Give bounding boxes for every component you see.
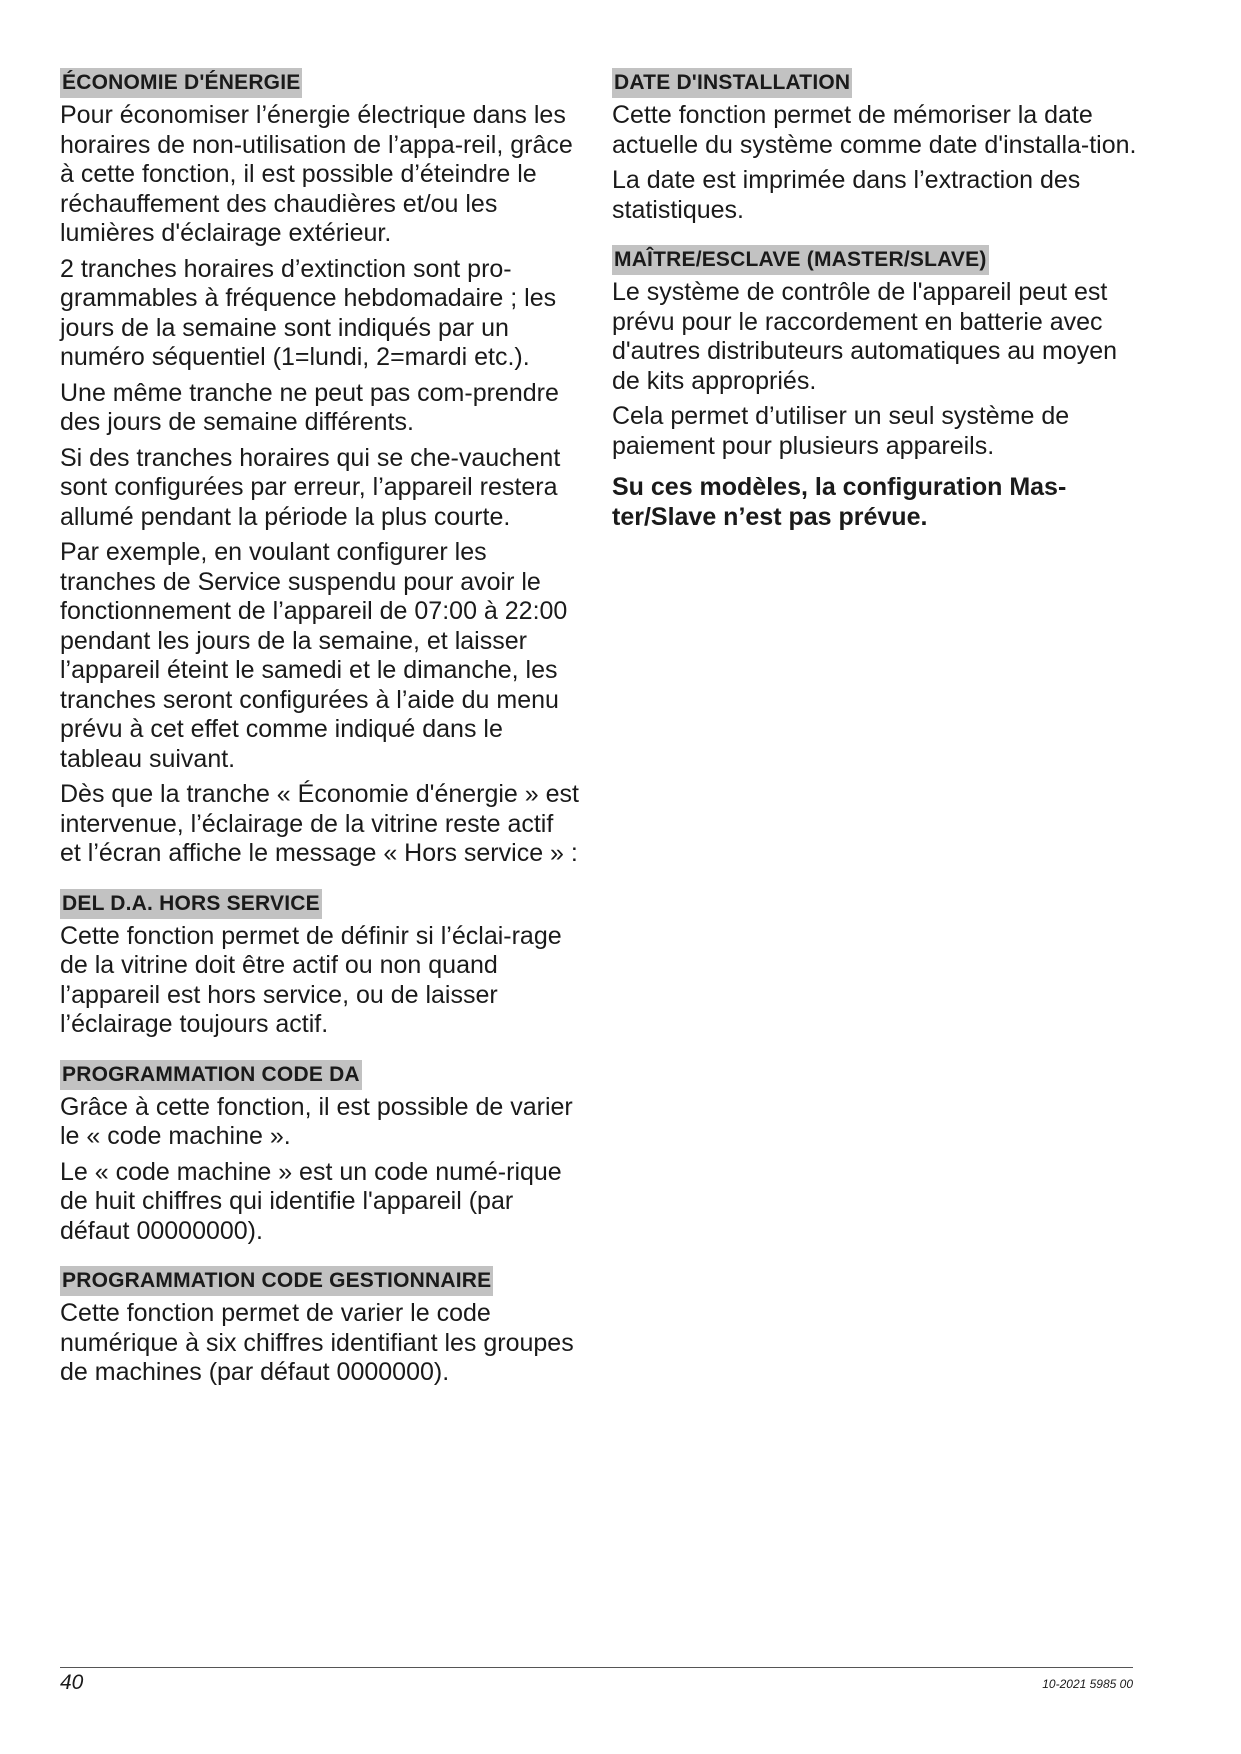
- paragraph: Pour économiser l’énergie électrique dans les horaires de non-utilisation de l’appa-reil, grâce à cette fonction, il est possible d’éteindre le réchauffement des chaudières et/ou les lumières d'éclairage extérieur.: [60, 101, 573, 247]
- section-programmation-code-da: [60, 1060, 580, 1247]
- document-code: 10-2021 5985 00: [1042, 1677, 1133, 1691]
- paragraph: Cette fonction permet de mémoriser la date actuelle du système comme date d'installa-tion.: [612, 101, 1137, 159]
- left-column: [60, 68, 580, 1408]
- section-heading: ÉCONOMIE D'ÉNERGIE: [60, 68, 302, 98]
- section-economie-energie: [60, 68, 580, 869]
- section-heading: PROGRAMMATION CODE GESTIONNAIRE: [60, 1266, 493, 1296]
- section-heading: DATE D'INSTALLATION: [612, 68, 852, 98]
- section-heading: DEL D.A. HORS SERVICE: [60, 889, 322, 919]
- paragraph: 2 tranches horaires d’extinction sont pro-grammables à fréquence hebdomadaire ; les jours de la semaine sont indiqués par un numéro séquentiel (1=lundi, 2=mardi etc.).: [60, 254, 557, 371]
- paragraph: Une même tranche ne peut pas com-prendre des jours de semaine différents.: [60, 378, 559, 436]
- bold-note: Su ces modèles, la configuration Mas-ter/Slave n’est pas prévue.: [612, 473, 1067, 531]
- footer-divider: [60, 1667, 1133, 1668]
- paragraph: Si des tranches horaires qui se che-vauchent sont configurées par erreur, l’appareil restera allumé pendant la période la plus courte.: [60, 443, 561, 531]
- section-heading: PROGRAMMATION CODE DA: [60, 1060, 362, 1090]
- paragraph: Dès que la tranche « Économie d'énergie » est intervenue, l’éclairage de la vitrine reste actif et l’écran affiche le message « Hors service » :: [60, 780, 579, 867]
- paragraph: La date est imprimée dans l’extraction des statistiques.: [612, 166, 1081, 224]
- paragraph: Cette fonction permet de définir si l’éclai-rage de la vitrine doit être actif ou non quand l’appareil est hors service, ou de laisser l’éclairage toujours actif.: [60, 921, 562, 1038]
- section-maitre-esclave: [612, 245, 1142, 532]
- paragraph: Le système de contrôle de l'appareil peut est prévu pour le raccordement en batterie avec d'autres distributeurs automatiques au moyen de kits appropriés.: [612, 278, 1118, 395]
- page-number: 40: [60, 1671, 84, 1694]
- paragraph: Par exemple, en voulant configurer les tranches de Service suspendu pour avoir le fonctionnement de l’appareil de 07:00 à 22:00 pendant les jours de la semaine, et laisser l’appareil éteint le samedi et le dimanche, les tranches seront configurées à l’aide du menu prévu à cet effet comme indiqué dans le tableau suivant.: [60, 538, 568, 773]
- section-programmation-code-gestionnaire: [60, 1266, 580, 1388]
- section-del-hors-service: [60, 889, 580, 1040]
- paragraph: Le « code machine » est un code numé-rique de huit chiffres qui identifie l'appareil (par défaut 00000000).: [60, 1157, 562, 1245]
- section-heading: MAÎTRE/ESCLAVE (MASTER/SLAVE): [612, 245, 989, 275]
- paragraph: Cette fonction permet de varier le code numérique à six chiffres identifiant les groupes de machines (par défaut 0000000).: [60, 1299, 574, 1386]
- paragraph: Grâce à cette fonction, il est possible de varier le « code machine ».: [60, 1092, 573, 1150]
- section-date-installation: [612, 68, 1142, 225]
- right-column: [612, 68, 1142, 552]
- paragraph: Cela permet d’utiliser un seul système de paiement pour plusieurs appareils.: [612, 402, 1070, 460]
